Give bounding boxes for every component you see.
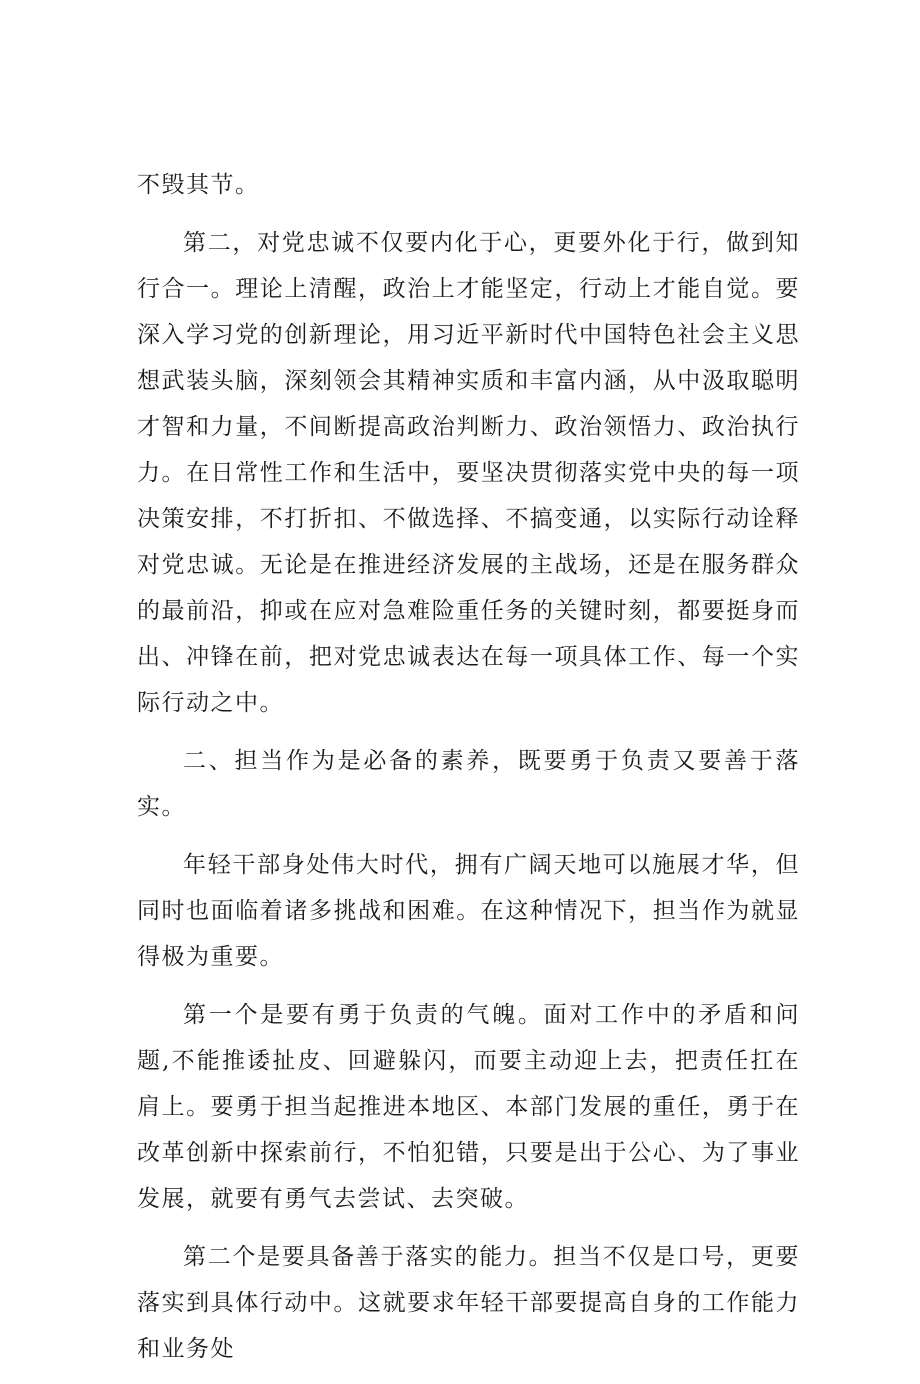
section-heading-responsibility: 二、担当作为是必备的素养，既要勇于负责又要善于落实。 <box>137 748 800 820</box>
paragraph-loyalty-second: 第二，对党忠诚不仅要内化于心，更要外化于行，做到知行合一。理论上清醒，政治上才能坚定，行动上才能自觉。要深入学习党的创新理论，用习近平新时代中国特色社会主义思想武装头脑，深刻领会其精神实质和丰富内涵，从中汲取聪明才智和力量，不间断提高政治判断力、政治领悟力、政治执行力。在日常性工作和生活中，要坚决贯彻落实党中央的每一项决策安排，不打折扣、不做选择、不搞变通，以实际行动诠释对党忠诚。无论是在推进经济发展的主战场，还是在服务群众的最前沿，抑或在应对急难险重任务的关键时刻，都要挺身而出、冲锋在前，把对党忠诚表达在每一项具体工作、每一个实际行动之中。 <box>137 230 800 716</box>
paragraph-continuation: 不毁其节。 <box>137 172 260 198</box>
document-body <box>137 162 800 1384</box>
paragraph-second-ability: 第二个是要具备善于落实的能力。担当不仅是口号，更要落实到具体行动中。这就要求年轻干部要提高自身的工作能力和业务处 <box>137 1244 800 1362</box>
paragraph-young-cadres: 年轻干部身处伟大时代，拥有广阔天地可以施展才华，但同时也面临着诸多挑战和困难。在这种情况下，担当作为就显得极为重要。 <box>137 852 800 970</box>
paragraph-first-courage: 第一个是要有勇于负责的气魄。面对工作中的矛盾和问题,不能推诿扯皮、回避躲闪，而要主动迎上去，把责任扛在肩上。要勇于担当起推进本地区、本部门发展的重任，勇于在改革创新中探索前行，不怕犯错，只要是出于公心、为了事业发展，就要有勇气去尝试、去突破。 <box>137 1002 800 1212</box>
